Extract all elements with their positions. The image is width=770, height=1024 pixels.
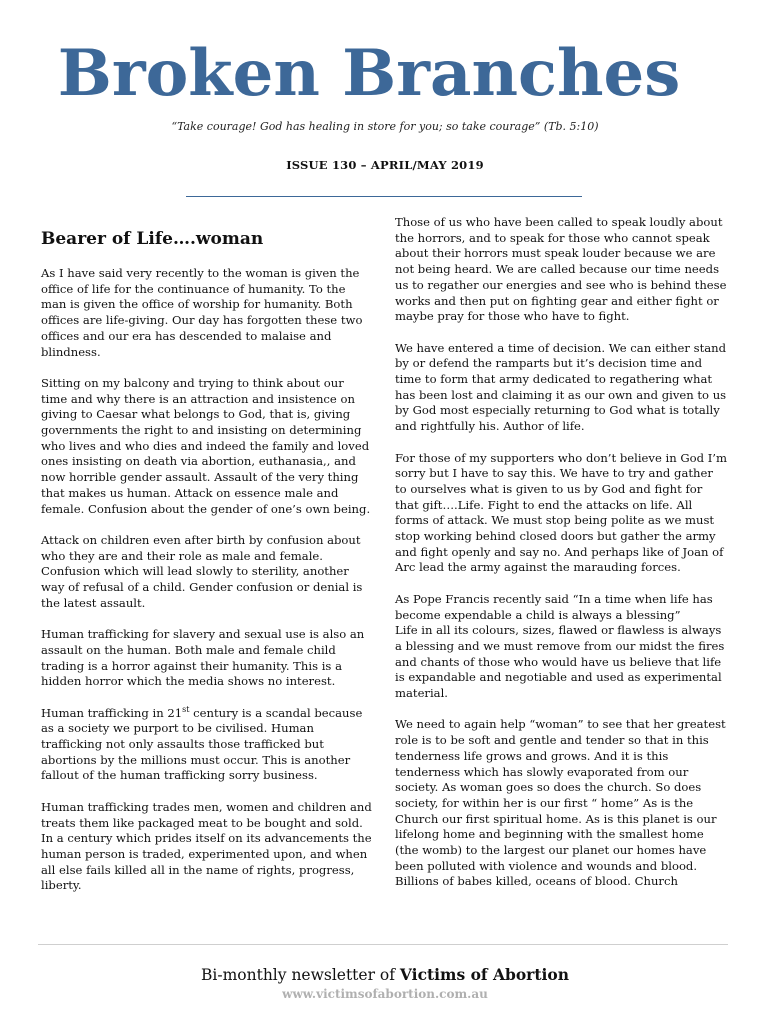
paragraph: As Pope Francis recently said “In a time when life has become expendable a child is always a blessing” Life in all its colours, sizes, flawed or flawless is always a blessing and we must remove from our midst the fires and chants of those who would have us believe that life is expandable and negotiable and used as experimental material. <box>395 591 725 701</box>
left-column <box>41 266 373 910</box>
paragraph: Sitting on my balcony and trying to think about our time and why there is an attraction and insistence on giving to Caesar what belongs to God, that is, giving governments the right to and insisting on determining who lives and who dies and indeed the family and loved ones insisting on death via abortion, euthanasia,, and now horrible gender assault. Assault of the very thing that makes us human. Attack on essence male and female. Confusion about the gender of one’s own being. <box>41 375 371 516</box>
paragraph: We have entered a time of decision. We can either stand by or defend the ramparts but it’s decision time and time to form that army dedicated to regathering what has been lost and claiming it as our own and given to us by God most especially returning to God what is totally and rightfully his. Author of life. <box>395 340 727 434</box>
paragraph: Human trafficking for slavery and sexual use is also an assault on the human. Both male and female child trading is a horror against their humanity. This is a hidden horror which the media shows no interest. <box>41 627 365 689</box>
paragraph: Attack on children even after birth by confusion about who they are and their role as male and female. Confusion which will lead slowly to sterility, another way of refusal of a child. Gender confusion or denial is the latest assault. <box>41 532 363 610</box>
paragraph: For those of my supporters who don’t believe in God I’m sorry but I have to say this. We have to try and gather to ourselves what is given to us by God and fight for that gift….Life. Fight to end the attacks on life. All forms of attack. We must stop being polite as we must stop working behind closed doors but gather the army and fight openly and say no. And perhaps like of Joan of Arc lead the army against the marauding forces. <box>395 450 727 575</box>
footer-tagline <box>0 965 770 984</box>
ordinal-suffix: st <box>182 704 190 714</box>
paragraph <box>41 706 373 785</box>
issue-label: ISSUE 130 – APRIL/MAY 2019 <box>286 158 484 172</box>
footer-prefix: Bi-monthly newsletter of <box>201 966 400 984</box>
paragraph: As I have said very recently to the woman is given the office of life for the continuance of humanity. To the man is given the office of worship for humanity. Both offices are life-giving. Our day has forgotten these two offices and our era has descended to malaise and blindness. <box>41 266 363 359</box>
paragraph: We need to again help “woman” to see that her greatest role is to be soft and gentle and tender so that in this tenderness life grows and grows. And it is this tenderness which has slowly evaporated from our society. As woman goes so does the church. So does society, for within her is our first “ home” As is the Church our first spiritual home. As is this planet is our lifelong home and beginning with the smallest home (the womb) to the largest our planet our homes have been polluted with violence and wounds and blood. Billions of babes killed, oceans of blood. Church <box>395 717 726 889</box>
org-name: Victims of Abortion <box>399 965 569 984</box>
footer-divider <box>38 944 728 945</box>
article-title: Bearer of Life….woman <box>41 229 264 249</box>
paragraph: Human trafficking trades men, women and children and treats them like packaged meat to be bought and sold. In a century which prides itself on its advancements the human person is traded, experimented upon, and when all else fails killed all in the name of rights, progress, liberty. <box>41 799 372 893</box>
newsletter-title: Broken Branches <box>57 36 681 111</box>
paragraph: Those of us who have been called to speak loudly about the horrors, and to speak for those who cannot speak about their horrors must speak louder because we are not being heard. We are called because our time needs us to regather our energies and see who is behind these works and then put on fighting gear and either fight or maybe pray for those who have to fight. <box>395 215 727 324</box>
paragraph-text: Human trafficking in 21 <box>41 705 183 720</box>
right-column <box>395 215 728 906</box>
paragraph-text: century is a scandal because as a society we purport to be civilised. Human trafficking not only assaults those trafficked but abortions by the millions must occur. This is another fallout of the human trafficking sorry business. <box>41 705 363 783</box>
header-divider <box>186 196 582 197</box>
scripture-quote: “Take courage! God has healing in store for you; so take courage” (Tb. 5:10) <box>171 120 599 133</box>
footer-url-link[interactable]: www.victimsofabortion.com.au <box>282 987 488 1001</box>
